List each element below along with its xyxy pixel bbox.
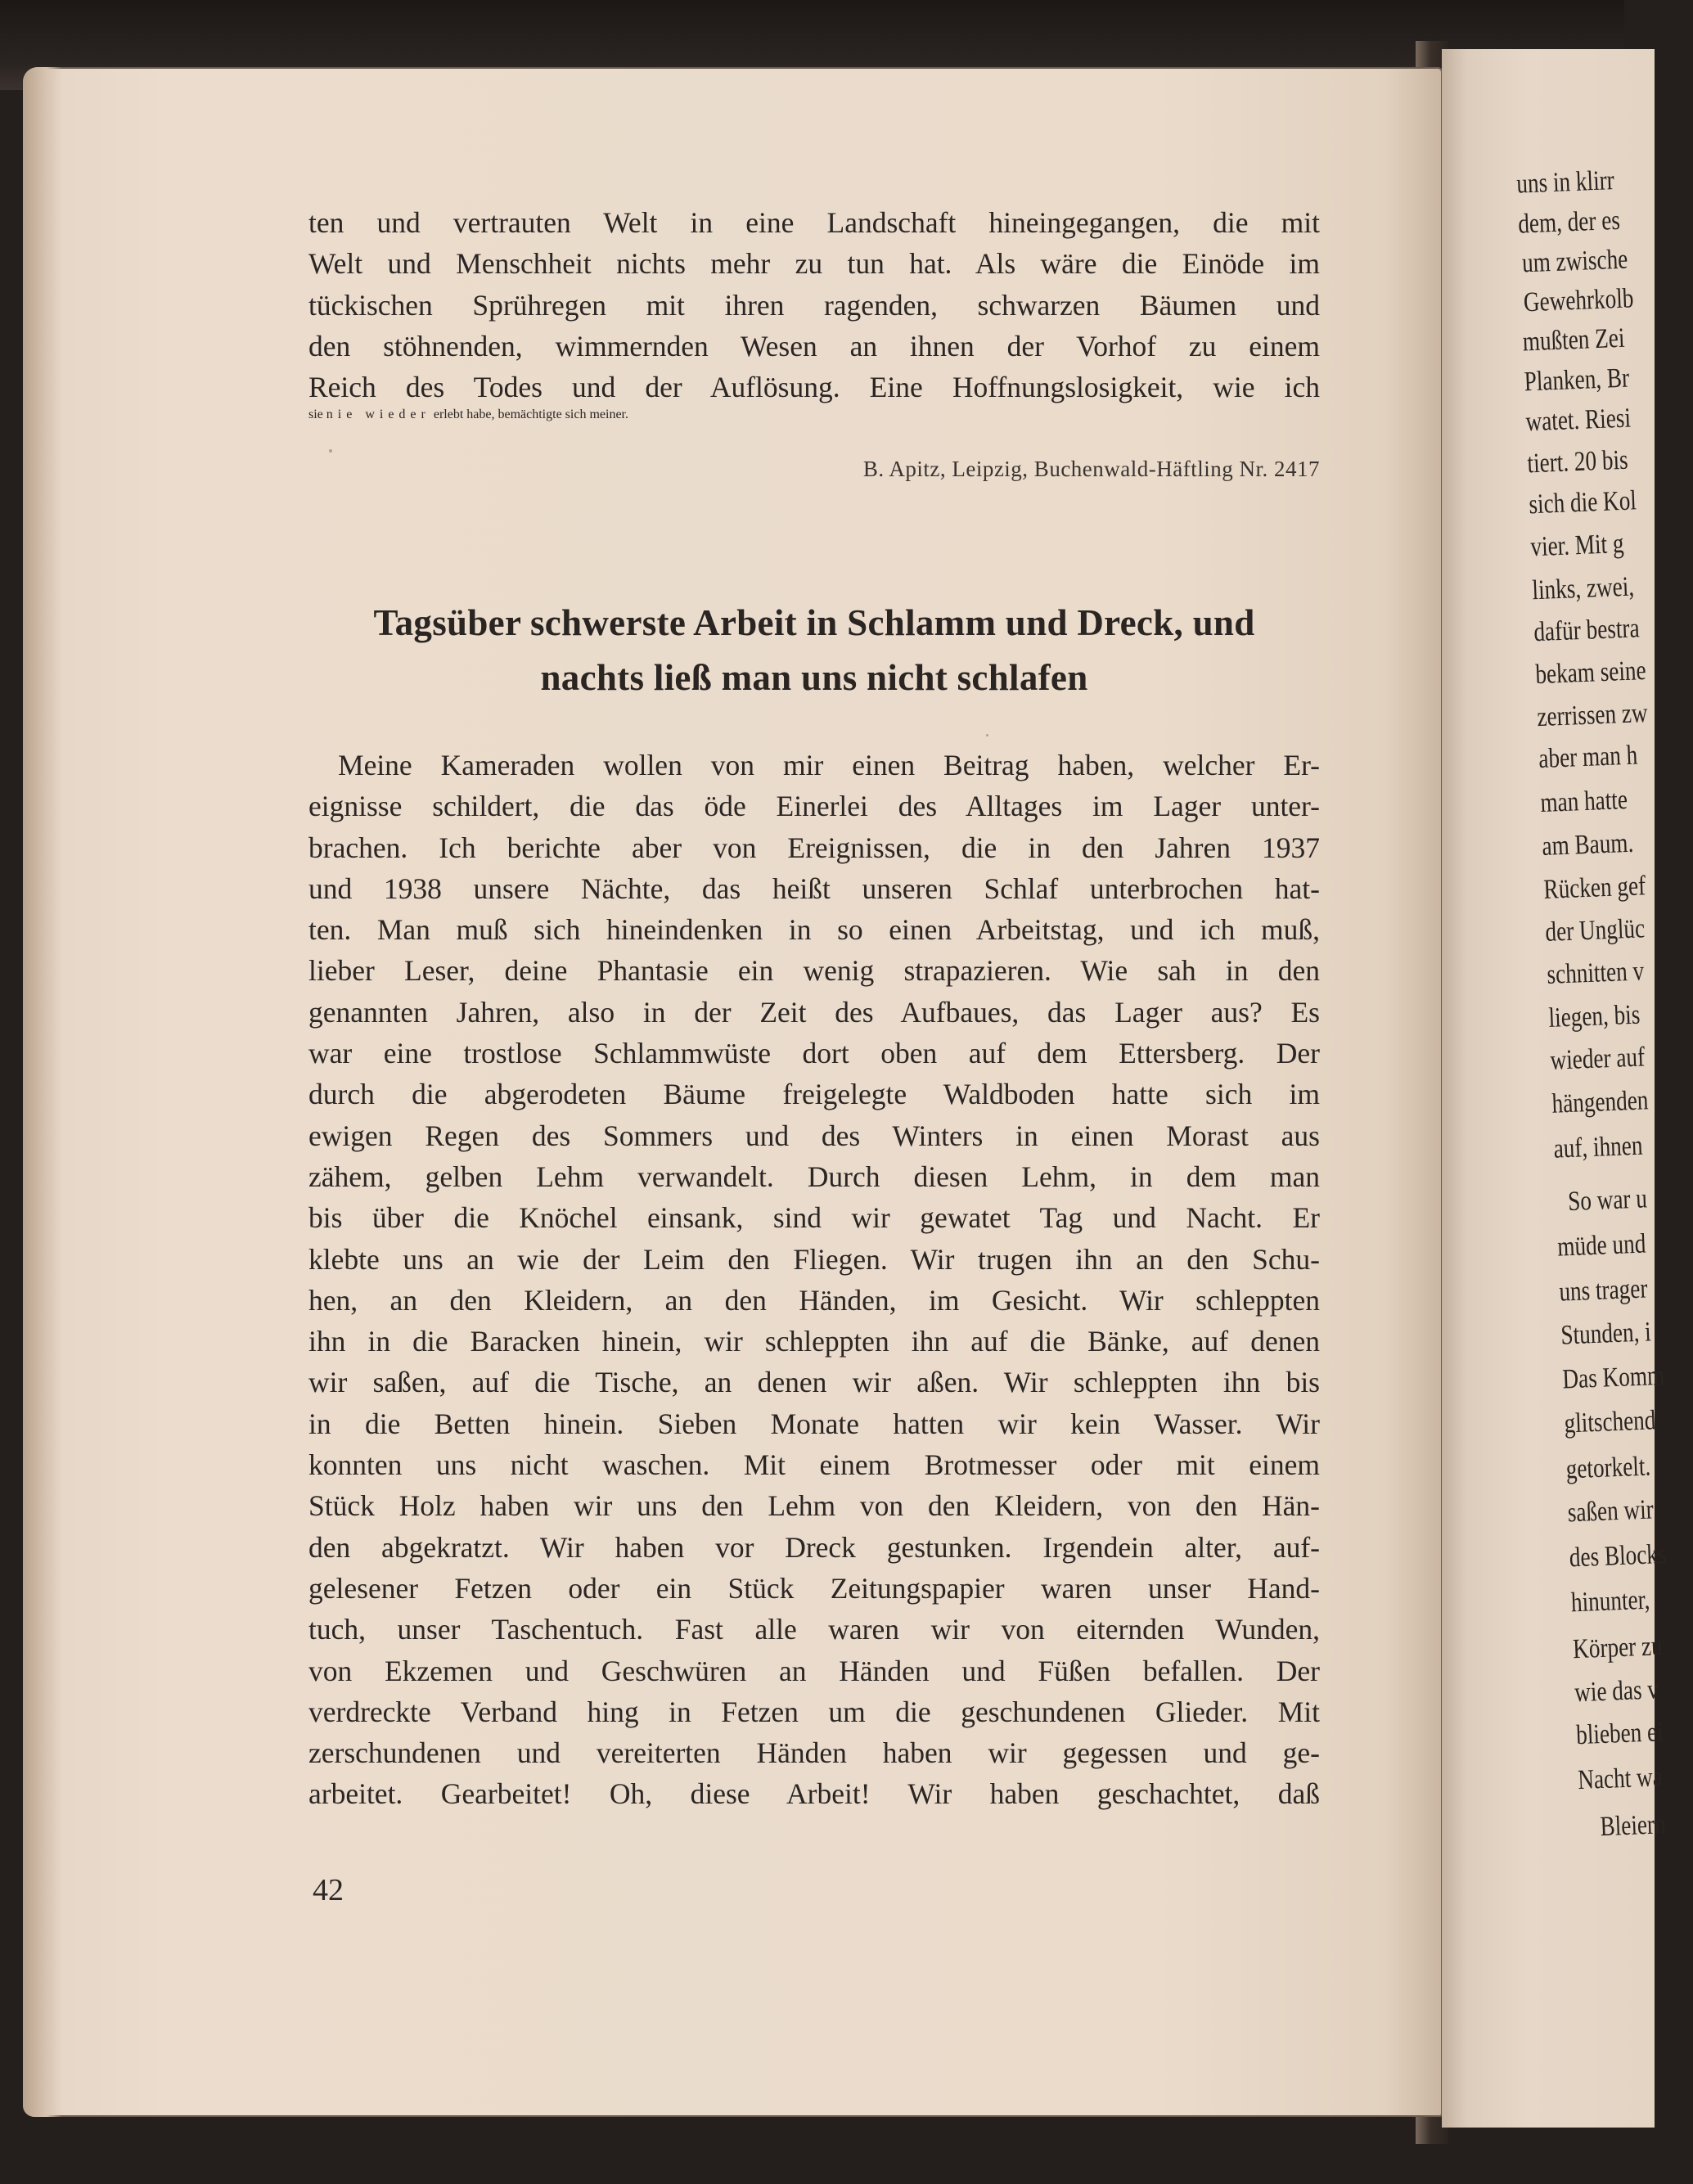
text-line: genannten Jahren, also in der Zeit des Aufbaues, das Lager aus? Es: [308, 995, 1320, 1029]
right-page-line: glitschend: [1563, 1405, 1657, 1439]
text-line: in die Betten hinein. Sieben Monate hatten wir kein Wasser. Wir: [308, 1407, 1320, 1440]
text-line: verdreckte Verband hing in Fetzen um die geschundenen Glieder. Mit: [308, 1695, 1320, 1728]
right-page-line: hinunter,: [1570, 1584, 1651, 1619]
right-page-line: getorkelt.: [1565, 1451, 1651, 1485]
text-line: und 1938 unsere Nächte, das heißt unseren Schlaf unterbrochen hat-: [308, 871, 1320, 905]
intro-paragraph: [308, 202, 1320, 449]
text-line: arbeitet. Gearbeitet! Oh, diese Arbeit! Wir haben geschachtet, daß: [308, 1777, 1320, 1811]
text-line: klebte uns an wie der Leim den Fliegen. Wir trugen ihn an den Schu-: [308, 1242, 1320, 1276]
paper-speck: [986, 734, 988, 736]
right-page-line: So war u: [1567, 1183, 1648, 1218]
intro-last-line: sie nie wieder erlebt habe, bemächtigte sich meiner.: [308, 408, 628, 422]
text-line: von Ekzemen und Geschwüren an Händen und Füßen befallen. Der: [308, 1654, 1320, 1687]
right-page-line: am Baum.: [1541, 827, 1634, 862]
right-page-line: des Blocks: [1569, 1538, 1668, 1574]
right-page-line: zerrissen zw: [1536, 697, 1649, 733]
right-page-line: auf, ihnen: [1552, 1130, 1644, 1164]
right-page-line: Gewehrkolb: [1523, 283, 1635, 318]
right-page-line: Körper zu: [1572, 1631, 1664, 1665]
right-page-line: uns trager: [1558, 1273, 1649, 1308]
text-line: wir saßen, auf die Tische, an denen wir aßen. Wir schleppten ihn bis: [308, 1366, 1320, 1399]
text-line: durch die abgerodeten Bäume freigelegte Waldboden hatte sich im: [308, 1078, 1320, 1111]
right-page-line: hängenden: [1551, 1085, 1650, 1119]
paper-speck: [329, 449, 332, 453]
right-page-line: bekam seine: [1534, 655, 1647, 691]
text-line: ewigen Regen des Sommers und des Winters in einen Morast aus: [308, 1119, 1320, 1152]
right-page-line: aber man h: [1538, 740, 1638, 775]
text-line: brachen. Ich berichte aber von Ereignissen, die in den Jahren 1937: [308, 831, 1320, 864]
right-page-line: mußten Zei: [1522, 322, 1626, 358]
text-line: ihn in die Baracken hinein, wir schleppten ihn auf die Bänke, auf denen: [308, 1325, 1320, 1358]
right-page-line: blieben ei: [1575, 1717, 1664, 1751]
text-line: tückischen Sprühregen mit ihren ragenden, schwarzen Bäumen und: [308, 288, 1320, 322]
right-page-line: schnitten v: [1546, 956, 1645, 990]
right-page-line: links, zwei,: [1531, 571, 1635, 606]
text-line: zerschundenen und vereiterten Händen haben wir gegessen und ge-: [308, 1736, 1320, 1770]
text-line: Stück Holz haben wir uns den Lehm von den Kleidern, von den Hän-: [308, 1489, 1320, 1523]
text-line: den abgekratzt. Wir haben vor Dreck gestunken. Irgendein alter, auf-: [308, 1530, 1320, 1564]
text-line: den stöhnenden, wimmernden Wesen an ihnen der Vorhof zu einem: [308, 329, 1320, 362]
text-line: gelesener Fetzen oder ein Stück Zeitungspapier waren unser Hand-: [308, 1571, 1320, 1605]
right-page-line: Planken, Br: [1523, 362, 1630, 398]
text-line: eignisse schildert, die das öde Einerlei des Alltages im Lager unter-: [308, 790, 1320, 823]
right-page-line: wieder auf: [1549, 1042, 1646, 1076]
right-page-line: dem, der es: [1517, 205, 1621, 240]
body-paragraph: [308, 745, 1320, 1815]
text-line: ten und vertrauten Welt in eine Landschaft hineingegangen, die mit: [308, 206, 1320, 239]
right-page-line: Rücken gef: [1542, 871, 1646, 905]
text-line: zähem, gelben Lehm verwandelt. Durch diesen Lehm, in dem man: [308, 1160, 1320, 1193]
right-page-line: Das Komm: [1561, 1360, 1665, 1395]
text-line: Meine Kameraden wollen von mir einen Beitrag haben, welcher Er-: [338, 749, 1320, 781]
right-page-line: liegen, bis: [1547, 999, 1641, 1033]
text-line: war eine trostlose Schlammwüste dort oben auf dem Ettersberg. Der: [308, 1037, 1320, 1070]
heading-line-1: Tagsüber schwerste Arbeit in Schlamm und Dreck, und: [373, 602, 1255, 643]
page-number: 42: [313, 1873, 344, 1907]
right-page-line: saßen wir: [1567, 1494, 1655, 1529]
text-line: lieber Leser, deine Phantasie ein wenig strapazieren. Wie sah in den: [308, 954, 1320, 988]
section-heading: [308, 596, 1320, 705]
right-page-line: tiert. 20 bis: [1526, 444, 1629, 480]
text-line: tuch, unser Taschentuch. Fast alle waren wir von eiternden Wunden,: [308, 1613, 1320, 1646]
text-line: Reich des Todes und der Auflösung. Eine Hoffnungslosigkeit, wie ich: [308, 371, 1320, 404]
text-line: ten. Man muß sich hineindenken in so einen Arbeitstag, und ich muß,: [308, 913, 1320, 947]
right-page-line: müde und: [1556, 1228, 1646, 1263]
heading-line-2: nachts ließ man uns nicht schlafen: [540, 657, 1088, 698]
right-page-line: wie das v: [1574, 1674, 1659, 1709]
right-page: [1442, 49, 1668, 2128]
right-page-line: Nacht wa: [1577, 1762, 1664, 1796]
right-page-line: dafür bestra: [1533, 613, 1641, 648]
text-line: Welt und Menschheit nichts mehr zu tun hat. Als wäre die Einöde im: [308, 247, 1320, 281]
text-line: konnten uns nicht waschen. Mit einem Brotmesser oder mit einem: [308, 1448, 1320, 1482]
right-page-line: vier. Mit g: [1529, 528, 1625, 563]
emphasized-text: nie wieder: [326, 408, 430, 422]
attribution: B. Apitz, Leipzig, Buchenwald-Häftling Nr. 2417: [862, 457, 1320, 481]
right-page-line: Stunden, i: [1560, 1317, 1652, 1351]
right-page-line: sich die Kol: [1528, 485, 1637, 520]
right-page-line: watet. Riesi: [1524, 403, 1632, 438]
right-page-line: uns in klirr: [1515, 165, 1615, 200]
right-page-line: man hatte: [1539, 784, 1628, 819]
text-line: bis über die Knöchel einsank, sind wir gewatet Tag und Nacht. Er: [308, 1201, 1320, 1235]
right-page-line: um zwische: [1521, 244, 1628, 279]
right-page-line: der Unglüc: [1544, 913, 1646, 948]
right-page-line: Bleiern: [1599, 1809, 1667, 1843]
text-line: hen, an den Kleidern, an den Händen, im Gesicht. Wir schleppten: [308, 1283, 1320, 1317]
